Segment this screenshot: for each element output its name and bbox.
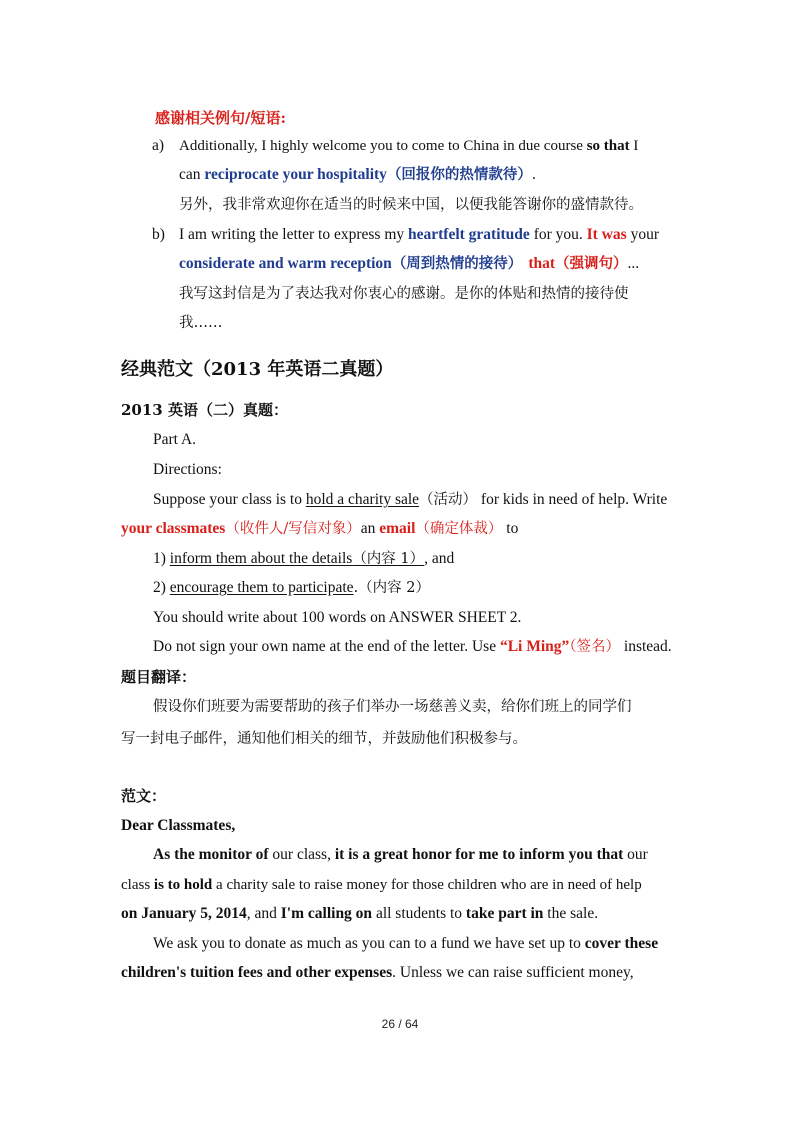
para1-line2: class is to hold a charity sale to raise money for those children who are in need of help [121, 877, 642, 893]
item-b-line1: I am writing the letter to express my heartfelt gratitude for you. It was your [179, 226, 659, 243]
part-label: Part A. [153, 431, 197, 448]
directions-line5: You should write about 100 words on ANSWER SHEET 2. [153, 609, 522, 626]
item-b-line2: considerate and warm reception（周到热情的接待） that（强调句）... [179, 255, 640, 272]
directions-line2: your classmates（收件人/写信对象）an email（确定体裁） to [121, 520, 519, 537]
para1-line3: on January 5, 2014, and I'm calling on all students to take part in the sale. [121, 905, 599, 922]
item-a-line1: Additionally, I highly welcome you to come to China in due course so that I [179, 138, 639, 154]
thanks-heading: 感谢相关例句/短语: [155, 109, 287, 127]
item-a-line2: can reciprocate your hospitality（回报你的热情款待）. [179, 166, 536, 183]
directions-line6: Do not sign your own name at the end of the letter. Use “Li Ming”（签名） instead. [153, 638, 672, 655]
translation-heading: 题目翻译： [121, 668, 197, 686]
item-b-translation-1: 我写这封信是为了表达我对你衷心的感谢。是你的体贴和热情的接待使 [179, 286, 629, 302]
para2-line1: We ask you to donate as much as you can to a fund we have set up to cover these [153, 935, 659, 952]
page-number: 26 / 64 [381, 1017, 419, 1031]
directions-label: Directions: [153, 461, 222, 478]
exam-subheading: 2013 英语（二）真题： [121, 401, 288, 419]
item-a-translation: 另外，我非常欢迎你在适当的时候来中国，以便我能答谢你的盛情款待。 [179, 197, 643, 213]
para2-line2: children's tuition fees and other expenses. Unless we can raise sufficient money, [121, 964, 634, 981]
directions-line1: Suppose your class is to hold a charity sale（活动） for kids in need of help. Write [153, 491, 668, 508]
sample-heading: 范文： [121, 787, 167, 805]
translation-line2: 写一封电子邮件，通知他们相关的细节，并鼓励他们积极参与。 [121, 731, 527, 747]
para1-line1: As the monitor of our class, it is a great honor for me to inform you that our [153, 846, 648, 863]
item-a-marker: a) [152, 137, 165, 154]
item-b-translation-2: 我…… [179, 315, 223, 331]
directions-line4: 2) encourage them to participate.（内容 2） [153, 579, 431, 596]
translation-line1: 假设你们班要为需要帮助的孩子们举办一场慈善义卖，给你们班上的同学们 [153, 699, 632, 715]
directions-line3: 1) inform them about the details（内容 1）, and [153, 550, 455, 567]
classic-essay-heading: 经典范文（2013 年英语二真题） [121, 359, 394, 380]
salutation: Dear Classmates, [121, 817, 236, 834]
item-b-marker: b) [152, 226, 165, 243]
